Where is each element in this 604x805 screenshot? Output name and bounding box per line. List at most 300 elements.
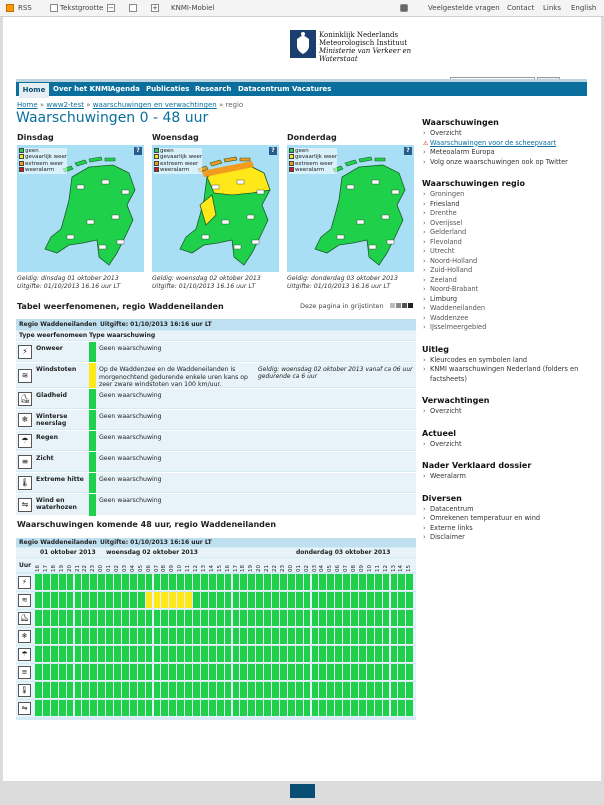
day3-label: donderdag 03 oktober 2013 <box>296 549 391 556</box>
hour-cell <box>146 628 153 644</box>
map-legend <box>19 148 67 174</box>
hour-cell <box>240 682 247 698</box>
sidebar-link[interactable]: › Gelderland <box>422 228 592 238</box>
hour-cell <box>272 610 279 626</box>
hour-label: 07 <box>343 565 350 572</box>
region-marker-icon <box>337 235 344 239</box>
hour-cell <box>43 646 50 662</box>
lightning-icon: ⚡ <box>18 576 31 589</box>
island-shape <box>224 157 237 162</box>
hour-cell <box>154 574 161 590</box>
breadcrumb: Home » www2-test » waarschuwingen en verwachtingen » regio <box>17 101 244 109</box>
hour-label: 20 <box>66 565 73 572</box>
sidebar-link[interactable]: › Friesland <box>422 200 592 210</box>
hour-cell <box>296 682 303 698</box>
hour-cell <box>398 610 405 626</box>
hour-cell <box>51 664 58 680</box>
mobile-link[interactable]: KNMI-Mobiel <box>171 4 215 12</box>
hour-cell <box>138 700 145 716</box>
font-increase-button[interactable]: + <box>152 4 158 12</box>
grid-row <box>16 610 416 627</box>
issued-label: Uitgifte: 01/10/2013 16:16 uur LT <box>100 539 212 546</box>
hour-cell <box>296 646 303 662</box>
legend-swatch <box>19 161 24 166</box>
hour-cell <box>59 664 66 680</box>
warning-text: Geen waarschuwing <box>99 392 162 399</box>
hour-cell <box>138 682 145 698</box>
breadcrumb-www2[interactable]: www2-test <box>46 101 85 109</box>
hour-cell <box>169 592 176 608</box>
hour-cell <box>359 682 366 698</box>
hour-cell <box>391 664 398 680</box>
greyscale-link[interactable]: Deze pagina in grijstinten <box>300 302 384 310</box>
hour-cell <box>248 700 255 716</box>
hour-cell <box>75 592 82 608</box>
hour-cell <box>98 592 105 608</box>
warning-level-bar <box>89 431 96 451</box>
hour-cell <box>98 574 105 590</box>
sidebar-link[interactable]: › IJsselmeergebied <box>422 323 592 333</box>
hour-cell <box>343 592 350 608</box>
grid-day-header <box>16 548 416 557</box>
sidebar-link[interactable]: › Volg onze waarschuwingen ook op Twitter <box>422 158 592 168</box>
sidebar-link[interactable]: › Utrecht <box>422 247 592 257</box>
hour-cell <box>398 592 405 608</box>
hour-cell <box>256 574 263 590</box>
hour-cell <box>130 574 137 590</box>
hour-cell <box>161 664 168 680</box>
legend-label: gevaarlijk weer <box>295 154 338 161</box>
hour-cell <box>359 610 366 626</box>
hour-cell <box>327 574 334 590</box>
region-marker-icon <box>67 235 74 239</box>
warning-map-1[interactable] <box>17 145 144 272</box>
hour-cell <box>264 646 271 662</box>
sidebar-link[interactable]: › Externe links <box>422 524 592 534</box>
hour-cell <box>240 592 247 608</box>
hour-cell <box>256 664 263 680</box>
sidebar <box>422 118 592 555</box>
hour-cell <box>98 682 105 698</box>
table-row <box>16 451 416 471</box>
table-row <box>16 430 416 450</box>
hour-cell <box>130 646 137 662</box>
hour-cell <box>90 628 97 644</box>
nav-home[interactable]: Home <box>19 83 49 98</box>
hour-cell <box>383 682 390 698</box>
nav-research[interactable]: Research <box>195 85 232 93</box>
hour-cell <box>122 682 129 698</box>
region-label: Regio Waddeneilanden <box>19 539 97 546</box>
hour-cell <box>154 610 161 626</box>
phenomenon-name: Gladheid <box>36 392 67 399</box>
hour-cell <box>406 682 413 698</box>
rss-link[interactable]: RSS <box>18 4 32 12</box>
region-marker-icon <box>117 240 124 244</box>
legend-label: geen <box>25 148 39 154</box>
legend-label: gevaarlijk weer <box>25 154 68 161</box>
hour-cell <box>272 700 279 716</box>
sidebar-link[interactable]: › KNMI waarschuwingen Nederland (folders en factsheets) <box>422 365 592 384</box>
hour-cell <box>367 646 374 662</box>
sidebar-section <box>422 396 592 417</box>
legend-label: gevaarlijk weer <box>160 154 203 161</box>
table-row <box>16 362 416 387</box>
hour-cell <box>272 664 279 680</box>
island-shape <box>240 158 250 161</box>
hour-cell <box>201 610 208 626</box>
hour-cell <box>201 700 208 716</box>
footer-tab[interactable] <box>290 784 315 798</box>
legend-swatch <box>289 161 294 166</box>
hour-cell <box>122 574 129 590</box>
region-marker-icon <box>392 190 399 194</box>
hour-cell <box>114 592 121 608</box>
sidebar-section <box>422 179 592 333</box>
hour-cell <box>75 646 82 662</box>
hour-cell <box>193 574 200 590</box>
hour-label: 06 <box>145 565 152 572</box>
font-reset-button[interactable] <box>129 4 137 12</box>
hour-cell <box>225 700 232 716</box>
slippery-icon: ⛸ <box>18 612 31 625</box>
sidebar-link[interactable]: › Weeralarm <box>422 472 592 482</box>
hour-cell <box>193 682 200 698</box>
hour-cell <box>327 646 334 662</box>
hour-cell <box>185 646 192 662</box>
hour-cell <box>106 574 113 590</box>
hour-cell <box>367 610 374 626</box>
hour-cell <box>240 628 247 644</box>
warning-text: Op de Waddenzee en de Waddeneilanden is morgenochtend gedurende enkele uren kans op zeer zware windstoten van 100 km/uur. <box>99 366 248 388</box>
region-marker-icon <box>122 190 129 194</box>
hour-cell <box>367 700 374 716</box>
sidebar-link[interactable]: › Drenthe <box>422 209 592 219</box>
font-decrease-button[interactable]: − <box>108 4 114 12</box>
hour-cell <box>201 682 208 698</box>
hour-cell <box>82 592 89 608</box>
hour-cell <box>161 700 168 716</box>
links-link[interactable]: Links <box>543 4 561 12</box>
hour-cell <box>398 700 405 716</box>
island-shape <box>89 157 102 162</box>
waterspout-icon: ⇋ <box>18 702 31 715</box>
legend-swatch <box>19 148 24 153</box>
warning-map-2[interactable] <box>152 145 279 272</box>
sidebar-link[interactable]: › Noord-Brabant <box>422 285 592 295</box>
hour-cell <box>90 700 97 716</box>
print-icon[interactable] <box>400 4 408 12</box>
hour-cell <box>35 610 42 626</box>
hour-cell <box>406 628 413 644</box>
island-shape <box>345 160 357 166</box>
hour-cell <box>122 592 129 608</box>
hour-cell <box>75 610 82 626</box>
hour-label: 13 <box>200 565 207 572</box>
sidebar-section <box>422 461 592 482</box>
hour-cell <box>161 682 168 698</box>
hour-cell <box>367 574 374 590</box>
hour-cell <box>51 700 58 716</box>
sidebar-link[interactable]: › Waddeneilanden <box>422 304 592 314</box>
hour-cell <box>335 592 342 608</box>
sidebar-link[interactable]: › Flevoland <box>422 238 592 248</box>
hour-label: 01 <box>106 565 113 572</box>
hour-cell <box>51 610 58 626</box>
hour-cell <box>248 592 255 608</box>
hour-cell <box>75 664 82 680</box>
hour-cell <box>82 574 89 590</box>
region-marker-icon <box>257 190 264 194</box>
hour-label: 18 <box>50 565 57 572</box>
hour-cell <box>217 574 224 590</box>
nav-datacentrum[interactable]: Datacentrum <box>238 85 290 93</box>
sidebar-link[interactable]: › Zeeland <box>422 276 592 286</box>
hour-cell <box>209 664 216 680</box>
hour-cell <box>114 574 121 590</box>
hour-cell <box>185 628 192 644</box>
hour-cell <box>177 700 184 716</box>
hour-label: 07 <box>153 565 160 572</box>
sidebar-link[interactable]: › Overzicht <box>422 129 592 139</box>
hour-cell <box>304 682 311 698</box>
hour-cell <box>375 592 382 608</box>
legend-label: extreem weer <box>295 160 334 167</box>
hour-cell <box>59 646 66 662</box>
hour-cell <box>288 628 295 644</box>
nav-over-knmi[interactable]: Over het KNMI <box>53 85 111 93</box>
nav-vacatures[interactable]: Vacatures <box>292 85 332 93</box>
hour-cell <box>67 610 74 626</box>
region-marker-icon <box>347 185 354 189</box>
sidebar-link[interactable]: › Datacentrum <box>422 505 592 515</box>
hour-cell <box>351 574 358 590</box>
hour-cell <box>264 610 271 626</box>
breadcrumb-waarschuwingen[interactable]: waarschuwingen en verwachtingen <box>92 101 217 109</box>
hour-cell <box>391 646 398 662</box>
hour-cell <box>375 700 382 716</box>
warning-text: Geen waarschuwing <box>99 345 162 352</box>
sidebar-link[interactable]: › Zuid-Holland <box>422 266 592 276</box>
region-marker-icon <box>252 240 259 244</box>
hour-label: 00 <box>98 565 105 572</box>
hour-cell <box>122 700 129 716</box>
hour-cell <box>193 700 200 716</box>
hour-cell <box>240 574 247 590</box>
sidebar-link[interactable]: › Meteoalarm Europa <box>422 148 592 158</box>
hour-cell <box>233 664 240 680</box>
hour-cell <box>327 628 334 644</box>
heat-icon: 🌡 <box>18 684 31 697</box>
hour-cell <box>280 574 287 590</box>
hour-cell <box>43 664 50 680</box>
sidebar-link[interactable]: › Waddenzee <box>422 314 592 324</box>
legend-swatch <box>289 167 294 172</box>
hour-cell <box>304 628 311 644</box>
hour-cell <box>288 700 295 716</box>
wind-icon: ≋ <box>18 369 32 383</box>
hour-label: 06 <box>335 565 342 572</box>
faq-link[interactable]: Veelgestelde vragen <box>428 4 500 12</box>
nav-publicaties[interactable]: Publicaties <box>146 85 190 93</box>
hour-cell <box>280 628 287 644</box>
region-marker-icon <box>212 185 219 189</box>
hour-cell <box>343 574 350 590</box>
hour-cell <box>114 646 121 662</box>
hour-cell <box>312 700 319 716</box>
grid-row <box>16 628 416 645</box>
warning-level-bar <box>89 452 96 472</box>
help-icon[interactable]: ? <box>269 147 277 155</box>
hour-cell <box>146 646 153 662</box>
hour-cell <box>327 700 334 716</box>
table-row <box>16 409 416 429</box>
col-warning: Type waarschuwing <box>89 332 156 339</box>
contact-link[interactable]: Contact <box>507 4 535 12</box>
hour-cell <box>335 628 342 644</box>
hour-cell <box>312 610 319 626</box>
hour-cell <box>256 646 263 662</box>
sidebar-link[interactable]: › Noord-Holland <box>422 257 592 267</box>
hour-cell <box>67 574 74 590</box>
nav-agenda[interactable]: Agenda <box>110 85 140 93</box>
knmi-logo[interactable] <box>287 28 447 62</box>
hour-cell <box>406 664 413 680</box>
hour-cell <box>375 646 382 662</box>
english-link[interactable]: English <box>571 4 597 12</box>
page-title: Waarschuwingen 0 - 48 uur <box>16 110 209 126</box>
warning-level-bar <box>89 342 96 362</box>
hour-cell <box>177 646 184 662</box>
warning-map-3[interactable] <box>287 145 414 272</box>
hour-cell <box>51 592 58 608</box>
hour-cell <box>351 682 358 698</box>
warning-text: Geen waarschuwing <box>99 455 162 462</box>
hour-cell <box>256 628 263 644</box>
hour-cell <box>114 700 121 716</box>
hour-cell <box>130 700 137 716</box>
hour-cell <box>391 610 398 626</box>
hour-cell <box>375 682 382 698</box>
hour-cell <box>201 574 208 590</box>
sidebar-link[interactable]: › Omrekenen temperatuur en wind <box>422 514 592 524</box>
hour-cell <box>391 592 398 608</box>
greyscale-swatch <box>402 303 407 308</box>
map-legend <box>154 148 202 174</box>
day-label-1: Dinsdag <box>17 133 54 142</box>
hour-cell <box>391 700 398 716</box>
hour-cell <box>122 610 129 626</box>
sidebar-link[interactable]: › Disclaimer <box>422 533 592 543</box>
logo-line-1: Koninklijk Nederlands <box>319 31 399 39</box>
region-marker-icon <box>387 240 394 244</box>
hour-cell <box>177 574 184 590</box>
sidebar-link[interactable]: › Limburg <box>422 295 592 305</box>
hour-cell <box>59 682 66 698</box>
hour-cell <box>59 574 66 590</box>
hour-label: 14 <box>398 565 405 572</box>
legend-swatch <box>19 167 24 172</box>
hour-cell <box>351 700 358 716</box>
help-icon[interactable]: ? <box>404 147 412 155</box>
breadcrumb-home[interactable]: Home <box>17 101 38 109</box>
hour-cell <box>225 682 232 698</box>
hour-cell <box>351 592 358 608</box>
grid-hour-header <box>16 558 416 572</box>
hour-cell <box>312 664 319 680</box>
hour-cell <box>383 700 390 716</box>
hour-cell <box>185 664 192 680</box>
hour-cell <box>154 664 161 680</box>
hour-cell <box>90 592 97 608</box>
legend-label: weeralarm <box>160 167 190 174</box>
col-phenomenon: Type weerfenomeen <box>19 332 88 339</box>
sidebar-link[interactable]: › Groningen <box>422 190 592 200</box>
country-shape <box>45 165 135 265</box>
phenomenon-name: Windstoten <box>36 366 77 373</box>
sidebar-link[interactable]: › Overzicht <box>422 407 592 417</box>
sidebar-link[interactable]: ⚠ Waarschuwingen voor de scheepvaart <box>422 139 592 149</box>
hour-cell <box>59 610 66 626</box>
hour-cell <box>217 682 224 698</box>
grid-row <box>16 646 416 663</box>
hour-label: 15 <box>406 565 413 572</box>
sidebar-heading: Verwachtingen <box>422 396 490 405</box>
hour-cell <box>240 664 247 680</box>
hour-cell <box>169 610 176 626</box>
hour-cell <box>161 628 168 644</box>
hour-label: 14 <box>208 565 215 572</box>
hour-cell <box>59 700 66 716</box>
hour-label: 23 <box>90 565 97 572</box>
hour-label: 18 <box>240 565 247 572</box>
hour-cell <box>217 628 224 644</box>
hour-cell <box>351 646 358 662</box>
hour-cell <box>359 700 366 716</box>
greyscale-swatch <box>408 303 413 308</box>
hour-cell <box>248 682 255 698</box>
issued-label: Uitgifte: 01/10/2013 16:16 uur LT <box>100 321 212 328</box>
rss-icon[interactable] <box>6 4 14 12</box>
hour-cell <box>398 628 405 644</box>
hour-cell <box>130 664 137 680</box>
hour-cell <box>82 646 89 662</box>
hour-cell <box>90 664 97 680</box>
hour-cell <box>256 610 263 626</box>
utility-bar <box>0 0 604 17</box>
sidebar-link[interactable]: › Kleurcodes en symbolen land <box>422 356 592 366</box>
hour-cell <box>375 664 382 680</box>
hour-cell <box>185 574 192 590</box>
hour-cell <box>43 682 50 698</box>
hour-cell <box>319 610 326 626</box>
sidebar-link[interactable]: › Overzicht <box>422 440 592 450</box>
sidebar-link[interactable]: › Overijssel <box>422 219 592 229</box>
hour-cell <box>161 574 168 590</box>
hour-cell <box>319 682 326 698</box>
hour-label: 05 <box>137 565 144 572</box>
hour-cell <box>161 610 168 626</box>
hour-cell <box>225 628 232 644</box>
hour-cell <box>35 592 42 608</box>
hour-cell <box>193 610 200 626</box>
hour-cell <box>351 610 358 626</box>
hour-cell <box>406 646 413 662</box>
help-icon[interactable]: ? <box>134 147 142 155</box>
hour-label: 23 <box>279 565 286 572</box>
hour-cell <box>177 610 184 626</box>
wind-icon: ≋ <box>18 594 31 607</box>
